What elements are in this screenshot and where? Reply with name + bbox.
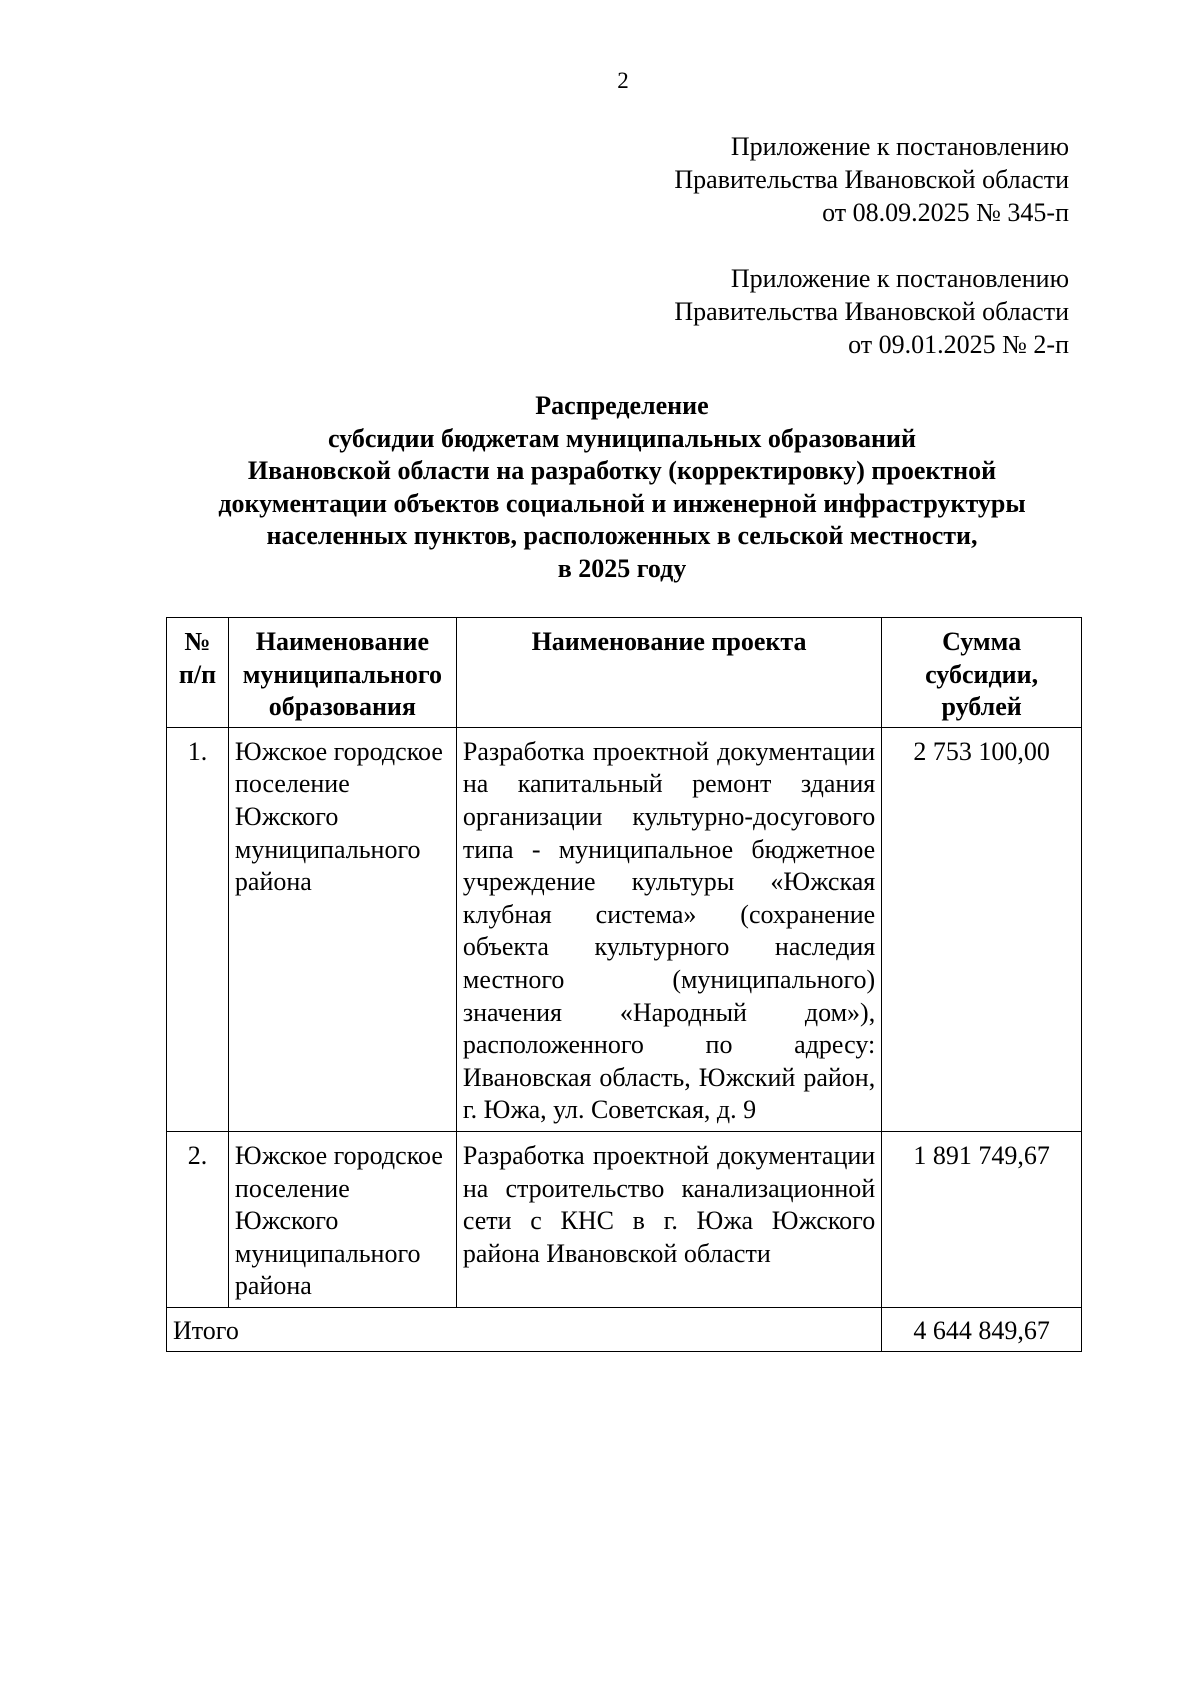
appendix-line: Приложение к постановлению — [730, 264, 1069, 293]
title-line: населенных пунктов, расположенных в сельской местности, — [266, 521, 978, 550]
total-label: Итого — [167, 1307, 882, 1352]
appendix-header-current — [674, 130, 1069, 229]
page-number: 2 — [617, 68, 629, 93]
appendix-line: Правительства Ивановской области — [674, 297, 1069, 326]
appendix-date-number: от 08.09.2025 № 345-п — [822, 198, 1069, 227]
appendix-date-number: от 09.01.2025 № 2-п — [848, 330, 1069, 359]
table-row — [167, 727, 1082, 1131]
title-line: в 2025 году — [557, 553, 687, 583]
row-project: Разработка проектной документации на строительство канализационной сети с КНС в г. Южа Южского района Ивановской области — [456, 1131, 881, 1307]
appendix-header-original — [674, 262, 1069, 361]
row-sum: 1 891 749,67 — [882, 1131, 1082, 1307]
row-num: 2. — [167, 1131, 229, 1307]
table-header-row — [167, 618, 1082, 728]
header-project: Наименование проекта — [456, 618, 881, 728]
appendix-line: Приложение к постановлению — [730, 132, 1069, 161]
title-line: документации объектов социальной и инженерной инфраструктуры — [218, 488, 1026, 518]
appendix-line: Правительства Ивановской области — [674, 165, 1069, 194]
document-title — [166, 390, 1078, 585]
row-project: Разработка проектной документации на капитальный ремонт здания организации культурно-досугового типа - муниципальное бюджетное учреждение культуры «Южская клубная система» (сохранение объекта культурного наследия местного (муниципального) значения «Народный дом»), расположенного по адресу: Ивановская область, Южский район, г. Южа, ул. Советская, д. 9 — [456, 727, 881, 1131]
row-num: 1. — [167, 727, 229, 1131]
row-sum: 2 753 100,00 — [882, 727, 1082, 1131]
header-municipality: Наименование муниципального образования — [228, 618, 456, 728]
title-line: субсидии бюджетам муниципальных образований — [328, 423, 916, 453]
title-line: Распределение — [535, 391, 709, 420]
table-row — [167, 1131, 1082, 1307]
total-row — [167, 1307, 1082, 1352]
total-sum: 4 644 849,67 — [882, 1307, 1082, 1352]
header-num: № п/п — [167, 618, 229, 728]
row-municipality: Южское городское поселение Южского муниципального района — [228, 1131, 456, 1307]
title-line: Ивановской области на разработку (корректировку) проектной — [247, 456, 997, 485]
distribution-table — [166, 617, 1082, 1352]
row-municipality: Южское городское поселение Южского муниципального района — [228, 727, 456, 1131]
header-sum: Сумма субсидии, рублей — [882, 618, 1082, 728]
